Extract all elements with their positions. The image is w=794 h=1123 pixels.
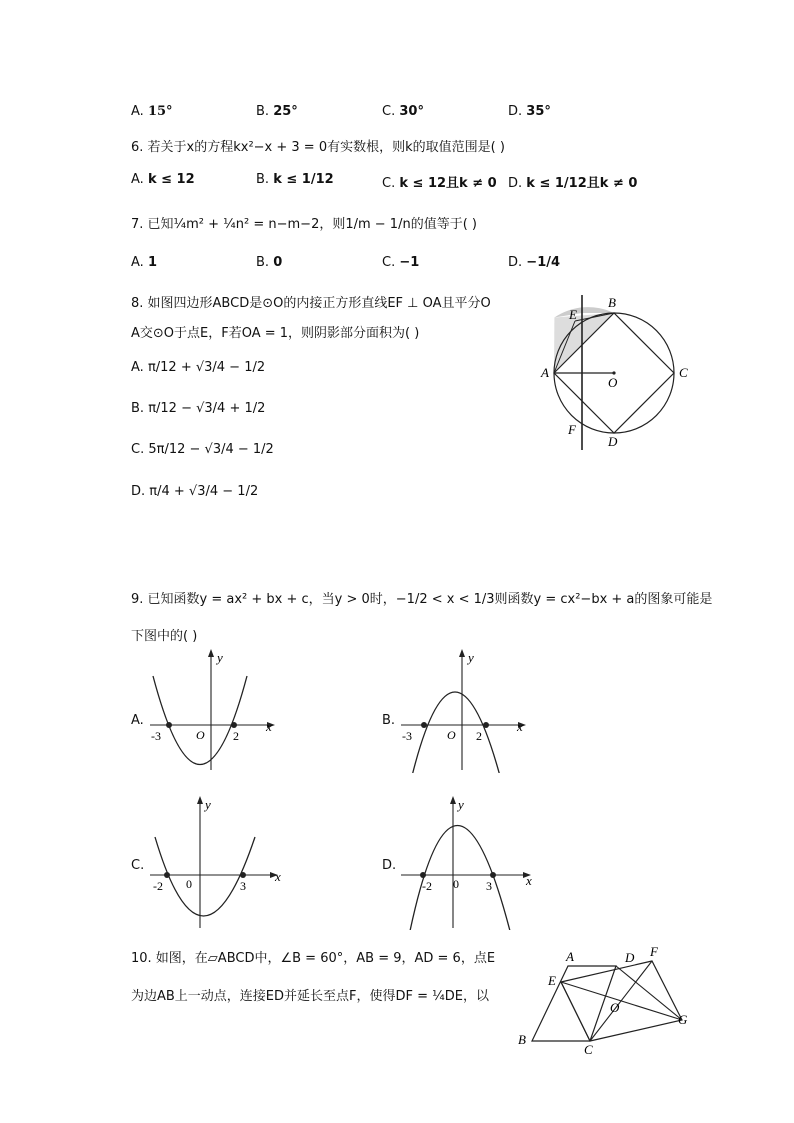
svg-text:y: y	[458, 797, 464, 812]
q9-graph-c-parabola	[155, 837, 255, 916]
svg-text:0: 0	[453, 877, 459, 891]
q8-label-c: C	[679, 365, 688, 380]
svg-text:0: 0	[186, 877, 192, 891]
svg-text:-2: -2	[153, 879, 163, 893]
q7-option-c[interactable]: C. −1	[382, 255, 420, 270]
q9-graph-d-label[interactable]: D.	[382, 858, 397, 873]
svg-text:x: x	[526, 873, 532, 888]
q10-label-e: E	[548, 973, 556, 988]
q6-option-d[interactable]: D. k ≤ 1/12且k ≠ 0	[508, 176, 638, 191]
q10-label-f: F	[650, 944, 658, 959]
q10-parallelogram	[532, 966, 616, 1041]
q8-stem-line1: 8. 如图四边形ABCD是⊙O的内接正方形直线EF ⊥ OA且平分O	[131, 296, 491, 311]
q10-label-c: C	[584, 1042, 593, 1057]
q8-option-a[interactable]: A. π/12 + √3/4 − 1/2	[131, 360, 266, 375]
q9-graph-b-parabola	[412, 692, 500, 773]
q8-label-b: B	[608, 295, 616, 310]
svg-text:-3: -3	[402, 729, 412, 743]
q9-graph-d[interactable]	[396, 795, 541, 930]
q8-figure	[535, 290, 695, 455]
q7-stem: 7. 已知¼m² + ¼n² = n−m−2，则1/m − 1/n的值等于( )	[131, 217, 477, 232]
q8-option-d[interactable]: D. π/4 + √3/4 − 1/2	[131, 484, 259, 499]
svg-text:x: x	[266, 719, 272, 734]
q10-label-d: D	[625, 950, 635, 965]
q10-label-o: O	[610, 1000, 620, 1015]
svg-text:O: O	[447, 728, 456, 742]
q10-stem-line1: 10. 如图，在▱ABCD中，∠B = 60°，AB = 9，AD = 6，点E	[131, 951, 496, 966]
q9-graph-c[interactable]	[145, 795, 285, 930]
svg-text:y: y	[468, 650, 474, 665]
svg-text:-2: -2	[422, 879, 432, 893]
q6-option-a[interactable]: A. k ≤ 12	[131, 172, 195, 187]
q7-option-a[interactable]: A. 1	[131, 255, 157, 270]
q10-stem-line2: 为边AB上一动点，连接ED并延长至点F，使得DF = ¼DE，以	[131, 989, 489, 1004]
q9-stem-line2: 下图中的( )	[131, 629, 198, 644]
q9-graph-a-parabola	[153, 676, 247, 765]
q9-stem-line1: 9. 已知函数y = ax² + bx + c，当y > 0时，−1/2 < x < 1/3则函数y = cx²−bx + a的图象可能是	[131, 592, 713, 607]
q9-graph-b-label[interactable]: B.	[382, 713, 396, 728]
q8-label-a: A	[541, 365, 549, 380]
q9-graph-c-label[interactable]: C.	[131, 858, 145, 873]
q7-option-d[interactable]: D. −1/4	[508, 255, 561, 270]
q9-graph-d-parabola	[410, 826, 510, 931]
q8-label-d: D	[608, 434, 618, 449]
q8-option-b[interactable]: B. π/12 − √3/4 + 1/2	[131, 401, 266, 416]
q8-label-f: F	[568, 422, 576, 437]
q10-label-g: G	[678, 1012, 688, 1027]
q9-graph-a-label[interactable]: A.	[131, 713, 144, 728]
svg-text:y: y	[217, 650, 223, 665]
q10-figure	[512, 940, 697, 1058]
q5-option-d[interactable]: D. 35°	[508, 104, 551, 119]
q9-graph-a[interactable]	[145, 648, 280, 773]
svg-text:3: 3	[240, 879, 246, 893]
q6-stem: 6. 若关于x的方程kx²−x + 3 = 0有实数根，则k的取值范围是( )	[131, 140, 505, 155]
svg-text:2: 2	[233, 729, 239, 743]
q8-stem-line2: A交⊙O于点E，F若OA = 1，则阴影部分面积为( )	[131, 326, 420, 341]
q8-label-o: O	[608, 375, 618, 390]
svg-text:x: x	[517, 719, 523, 734]
svg-text:O: O	[196, 728, 205, 742]
q5-option-b[interactable]: B. 25°	[256, 104, 298, 119]
q5-option-c[interactable]: C. 30°	[382, 104, 424, 119]
q6-option-b[interactable]: B. k ≤ 1/12	[256, 172, 334, 187]
svg-text:3: 3	[486, 879, 492, 893]
q8-label-e: E	[569, 307, 577, 322]
q9-graph-b[interactable]	[396, 648, 531, 773]
q6-option-c[interactable]: C. k ≤ 12且k ≠ 0	[382, 176, 497, 191]
q5-option-a[interactable]: A. 15°	[131, 104, 173, 119]
q7-option-b[interactable]: B. 0	[256, 255, 283, 270]
svg-text:x: x	[275, 869, 281, 884]
q10-label-b: B	[518, 1032, 526, 1047]
svg-text:y: y	[205, 797, 211, 812]
svg-text:2: 2	[476, 729, 482, 743]
q10-label-a: A	[566, 949, 574, 964]
svg-text:-3: -3	[151, 729, 161, 743]
q8-option-c[interactable]: C. 5π/12 − √3/4 − 1/2	[131, 442, 274, 457]
